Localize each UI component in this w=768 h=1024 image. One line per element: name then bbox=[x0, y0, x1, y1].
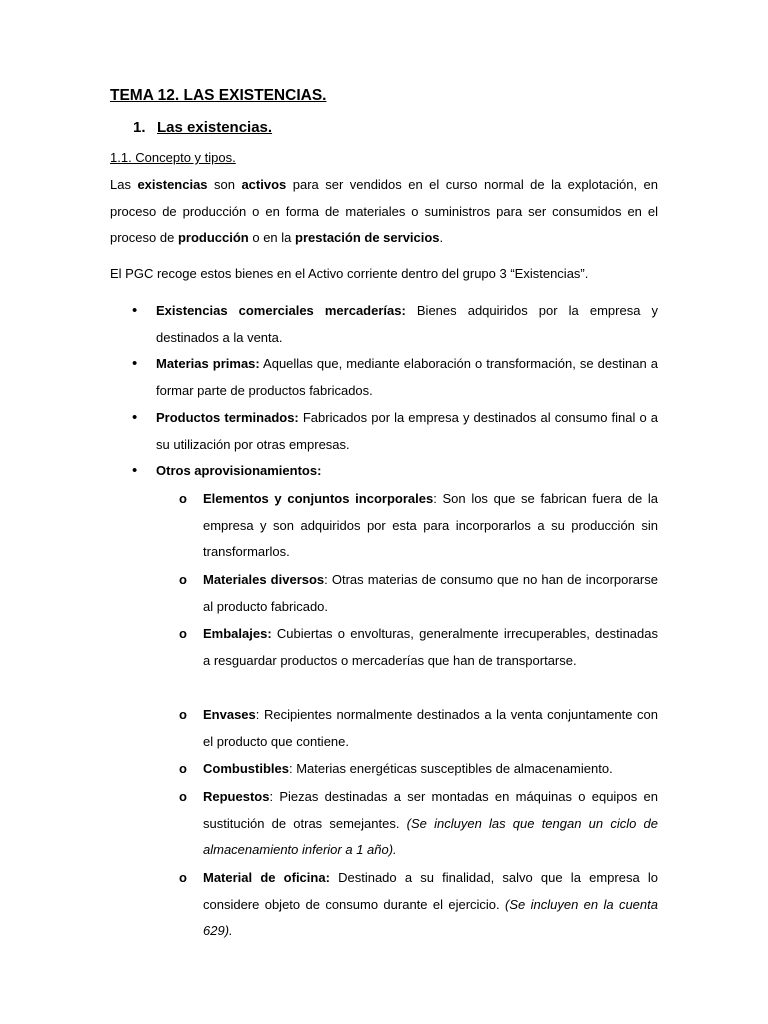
list-item-text: Bienes adquiridos por la empresa y destinados a la venta. bbox=[156, 303, 659, 345]
sub-list-item: o Elementos y conjuntos incorporales: Son los que se fabrican fuera de la empresa y son adquiridos por esta para incorporarlos a su producción sin transformarlos. bbox=[203, 486, 658, 566]
list-item bbox=[156, 405, 658, 458]
document-title: TEMA 12. LAS EXISTENCIAS. bbox=[110, 87, 327, 104]
sub-list-item: o Material de oficina: Destinado a su finalidad, salvo que la empresa lo considere objeto de consumo durante el ejercicio. (Se incluyen en la cuenta 629). bbox=[203, 865, 658, 945]
term-prestacion: prestación de servicios bbox=[295, 230, 440, 245]
sub-list-item: o Materiales diversos: Otras materias de consumo que no han de incorporarse al producto fabricado. bbox=[203, 567, 658, 620]
section-number: 1. bbox=[133, 119, 146, 136]
intro-paragraph: Las existencias son activos para ser vendidos en el curso normal de la explotación, en proceso de producción o en forma de materiales o suministros para ser consumidos en el proceso de producción o en la prestación de servicios. bbox=[110, 177, 658, 245]
list-item-text: Aquellas que, mediante elaboración o transformación, se destinan a formar parte de productos fabricados. bbox=[156, 356, 658, 398]
sub-list-item: o Combustibles: Materias energéticas susceptibles de almacenamiento. bbox=[203, 756, 658, 783]
list-item bbox=[156, 298, 658, 351]
term-produccion: producción bbox=[177, 230, 249, 245]
list-item-label: Productos terminados: bbox=[156, 410, 299, 425]
section-heading bbox=[133, 119, 272, 136]
sub-list-item: o Envases: Recipientes normalmente destinados a la venta conjuntamente con el producto que contiene. bbox=[203, 702, 658, 755]
term-activos: activos bbox=[241, 177, 287, 192]
pgc-paragraph: El PGC recoge estos bienes en el Activo corriente dentro del grupo 3 “Existencias”. bbox=[110, 266, 589, 281]
term-existencias: existencias bbox=[137, 177, 208, 192]
list-item bbox=[156, 458, 658, 485]
section-label: Las existencias. bbox=[157, 119, 273, 136]
sub-list-item: o Repuestos: Piezas destinadas a ser montadas en máquinas o equipos en sustitución de otras semejantes. (Se incluyen las que tengan un ciclo de almacenamiento inferior a 1 año). bbox=[203, 784, 658, 864]
list-item-label: Materias primas: bbox=[156, 356, 260, 371]
sub-list-item: o Embalajes: Cubiertas o envolturas, generalmente irrecuperables, destinadas a resguardar productos o mercaderías que han de transportarse. bbox=[203, 621, 658, 674]
list-item-label: Otros aprovisionamientos: bbox=[156, 463, 322, 478]
subsection-heading: 1.1. Concepto y tipos. bbox=[110, 150, 236, 165]
list-item-label: Existencias comerciales mercaderías: bbox=[156, 303, 406, 318]
list-item-text: Fabricados por la empresa y destinados al consumo final o a su utilización por otras empresas. bbox=[156, 410, 658, 452]
list-item bbox=[156, 351, 658, 404]
